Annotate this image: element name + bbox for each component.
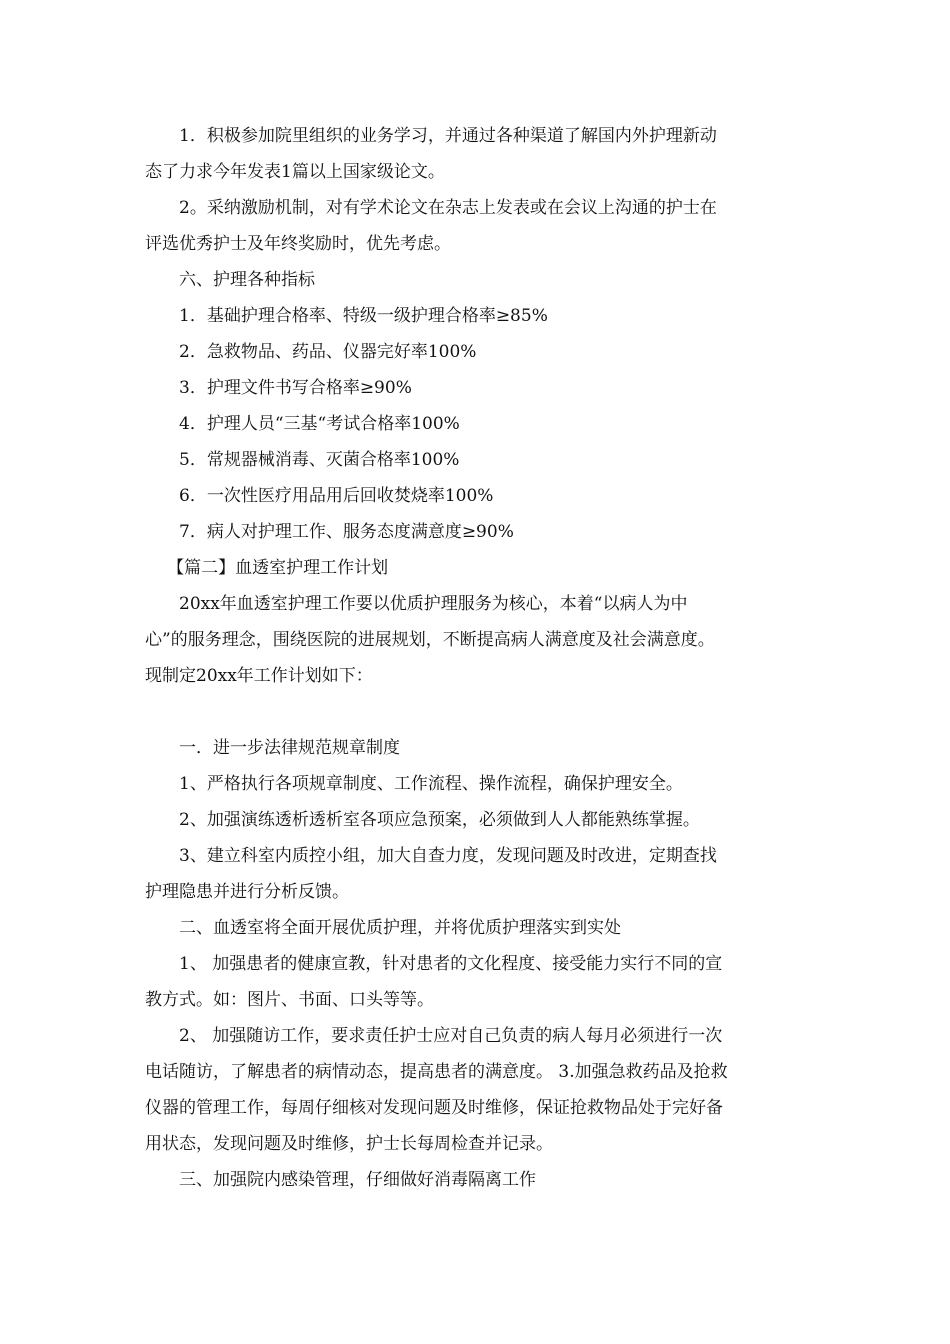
indicator-item: 4．护理人员“三基“考试合格率100%	[179, 414, 460, 434]
paragraph-line: 态了力求今年发表1篇以上国家级论文。	[145, 162, 445, 182]
section-heading: 三、加强院内感染管理，仔细做好消毒隔离工作	[179, 1170, 536, 1190]
section-heading: 一．进一步法律规范规章制度	[179, 738, 400, 758]
indicator-item: 5．常规器械消毒、灭菌合格率100%	[179, 450, 460, 470]
list-item-cont: 教方式。如：图片、书面、口头等等。	[145, 990, 434, 1010]
indicator-item: 1．基础护理合格率、特级一级护理合格率≥85%	[179, 306, 548, 326]
paragraph-line: 20xx年血透室护理工作要以优质护理服务为核心，本着“以病人为中	[179, 594, 688, 614]
indicator-item: 7．病人对护理工作、服务态度满意度≥90%	[179, 522, 514, 542]
paragraph-line: 1．积极参加院里组织的业务学习，并通过各种渠道了解国内外护理新动	[179, 126, 717, 146]
list-item-cont: 护理隐患并进行分析反馈。	[145, 882, 349, 902]
paragraph-line: 现制定20xx年工作计划如下：	[145, 666, 373, 686]
list-item: 2、加强演练透析透析室各项应急预案，必须做到人人都能熟练掌握。	[179, 810, 700, 830]
list-item: 3、建立科室内质控小组，加大自查力度，发现问题及时改进，定期查找	[179, 846, 717, 866]
list-item-cont: 仪器的管理工作，每周仔细核对发现问题及时维修，保证抢救物品处于完好备	[145, 1098, 723, 1118]
indicator-item: 2．急救物品、药品、仪器完好率100%	[179, 342, 477, 362]
paragraph-line: 心”的服务理念，围绕医院的进展规划，不断提高病人满意度及社会满意度。	[145, 630, 715, 650]
part-two-title: 【篇二】血透室护理工作计划	[167, 558, 389, 578]
list-item-cont: 电话随访，了解患者的病情动态，提高患者的满意度。 3.加强急救药品及抢救	[145, 1062, 728, 1082]
list-item: 1、 加强患者的健康宣教，针对患者的文化程度、接受能力实行不同的宣	[179, 954, 723, 974]
indicator-item: 6．一次性医疗用品用后回收焚烧率100%	[179, 486, 494, 506]
indicator-item: 3．护理文件书写合格率≥90%	[179, 378, 412, 398]
list-item: 2、 加强随访工作，要求责任护士应对自己负责的病人每月必须进行一次	[179, 1026, 723, 1046]
section-heading: 二、血透室将全面开展优质护理，并将优质护理落实到实处	[179, 918, 621, 938]
document-body	[145, 118, 813, 1198]
list-item-cont: 用状态，发现问题及时维修，护士长每周检查并记录。	[145, 1134, 553, 1154]
section-heading: 六、护理各种指标	[179, 270, 315, 290]
blank-line	[145, 694, 813, 730]
paragraph-line: 2。采纳激励机制，对有学术论文在杂志上发表或在会议上沟通的护士在	[179, 198, 717, 218]
paragraph-line: 评选优秀护士及年终奖励时，优先考虑。	[145, 234, 451, 254]
list-item: 1、严格执行各项规章制度、工作流程、操作流程，确保护理安全。	[179, 774, 683, 794]
